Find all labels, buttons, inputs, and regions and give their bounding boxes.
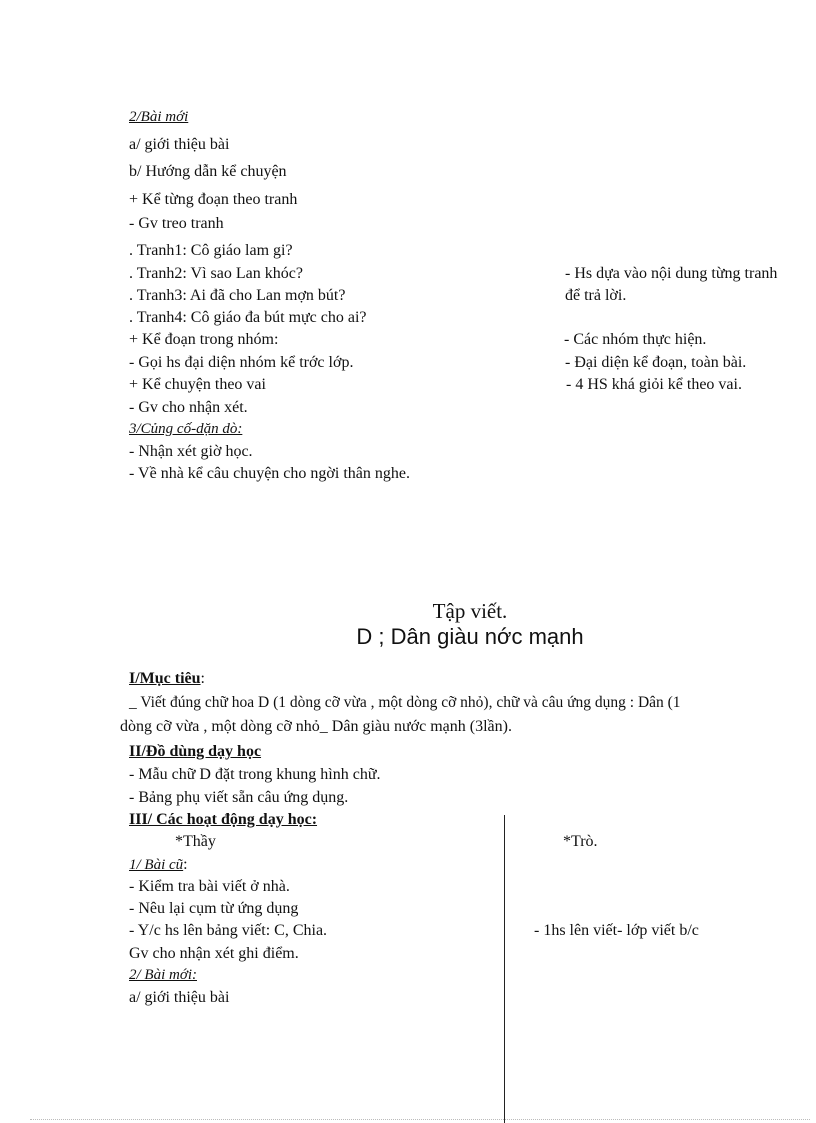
muc-tieu-line: _ Viết đúng chữ hoa D (1 dòng cỡ vừa , một dòng cỡ nhỏ), chữ và câu ứng dụng : Dân (1 (129, 694, 681, 711)
bai-cu-colon: : (183, 856, 188, 873)
bai-cu-label: 1/ Bài cũ (129, 857, 184, 873)
text-line: . Tranh3: Ai đã cho Lan mợn bút? (129, 287, 346, 304)
bai-cu-line: - Nêu lại cụm từ ứng dụng (129, 900, 299, 917)
right-column-line: - Các nhóm thực hiện. (564, 331, 707, 348)
right-column-line: - Hs dựa vào nội dung từng tranh (565, 265, 778, 282)
text-line: . Tranh1: Cô giáo lam gi? (129, 242, 293, 259)
muc-tieu-heading (129, 669, 205, 688)
text-line: - Gọi hs đại diện nhóm kể trớc lớp. (129, 354, 354, 371)
muc-tieu-label: I/Mục tiêu (129, 670, 201, 687)
hoat-dong-heading: III/ Các hoạt động dạy học: (129, 811, 318, 828)
text-line: b/ Hướng dẫn kể chuyện (129, 163, 287, 180)
do-dung-line: - Bảng phụ viết sẵn câu ứng dụng. (129, 789, 349, 806)
muc-tieu-colon: : (200, 670, 205, 687)
bai-cu-line: Gv cho nhận xét ghi điểm. (129, 945, 299, 962)
column-divider (504, 815, 505, 1123)
section-heading-cung-co: 3/Củng cố-dặn dò: (129, 421, 243, 437)
student-column-header: *Trò. (563, 833, 598, 850)
text-line: - Về nhà kể câu chuyện cho ngời thân nghe. (129, 465, 410, 482)
bai-cu-line: - Y/c hs lên bảng viết: C, Chia. (129, 922, 328, 939)
bottom-dotted-rule (30, 1119, 810, 1120)
bai-moi-line: a/ giới thiệu bài (129, 989, 230, 1006)
bai-cu-line: - Kiểm tra bài viết ở nhà. (129, 878, 290, 895)
right-column-line: - Đại diện kể đoạn, toàn bài. (565, 354, 747, 371)
teacher-column-header: *Thầy (175, 833, 216, 850)
section-heading-bai-moi: 2/Bài mới (129, 109, 189, 125)
text-line: - Gv cho nhận xét. (129, 399, 248, 416)
do-dung-line: - Mẫu chữ D đặt trong khung hình chữ. (129, 766, 381, 783)
bai-cu-student-line: - 1hs lên viết- lớp viết b/c (534, 922, 699, 939)
bai-cu-heading (129, 855, 188, 874)
bai-moi-heading: 2/ Bài mới: (129, 967, 197, 983)
right-column-line: để trả lời. (565, 287, 627, 304)
text-line: . Tranh2: Vì sao Lan khóc? (129, 265, 303, 282)
text-line: + Kể chuyện theo vai (129, 376, 266, 393)
text-line: + Kể đoạn trong nhóm: (129, 331, 279, 348)
do-dung-heading: II/Đồ dùng dạy học (129, 743, 262, 760)
text-line: + Kể từng đoạn theo tranh (129, 191, 298, 208)
text-line: . Tranh4: Cô giáo đa bút mực cho ai? (129, 309, 367, 326)
lesson-title: Tập viết. (432, 599, 508, 623)
lesson-subtitle: D ; Dân giàu nớc mạnh (356, 624, 584, 649)
right-column-line: - 4 HS khá giỏi kể theo vai. (566, 376, 742, 393)
muc-tieu-line: dòng cỡ vừa , một dòng cỡ nhỏ_ Dân giàu nước mạnh (3lần). (120, 718, 512, 735)
text-line: - Nhận xét giờ học. (129, 443, 253, 460)
text-line: - Gv treo tranh (129, 215, 224, 232)
text-line: a/ giới thiệu bài (129, 136, 230, 153)
